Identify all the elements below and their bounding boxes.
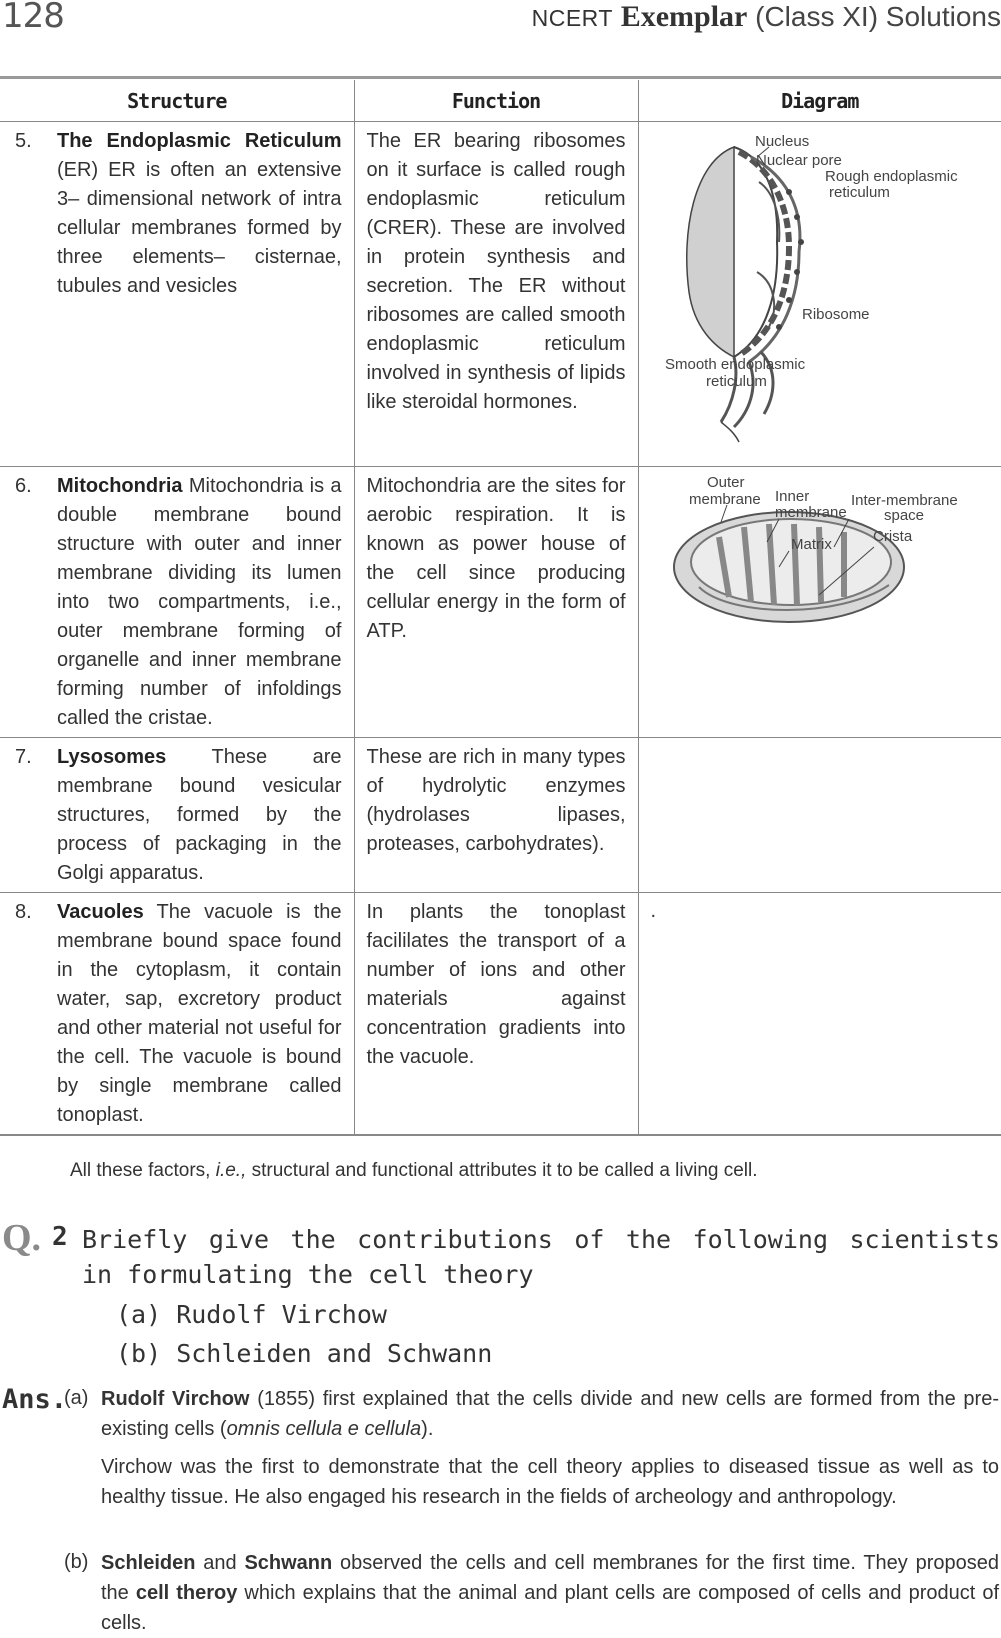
function-cell: These are rich in many types of hydrolytic enzymes (hydrolases lipases, proteases, carbohydrates). <box>354 738 638 893</box>
row-number: 7. <box>15 746 32 768</box>
answer-a-text1: (1855) first explained that the cells divide and new cells are formed from the pre-existing cells ( <box>101 1388 999 1440</box>
mitochondria-illustration <box>674 512 904 622</box>
footnote-italic: i.e., <box>215 1160 247 1181</box>
function-cell: In plants the tonoplast facililates the transport of a number of ions and other materials against concentration gradients into the vacuole. <box>354 893 638 1136</box>
footnote-pre: All these factors, <box>70 1160 216 1181</box>
label-ribosome: Ribosome <box>801 306 870 323</box>
label-smooth-er-2: reticulum <box>705 373 767 390</box>
answer-b-letter: (b) <box>64 1551 89 1573</box>
structure-name: Mitochondria <box>57 475 183 497</box>
structure-text: These are membrane bound vesicular structures, formed by the process of packaging in the Golgi apparatus. <box>57 746 342 884</box>
book-title-part2: Exemplar <box>620 0 748 33</box>
answer-a-italic: omnis cellula e cellula <box>226 1418 422 1440</box>
er-diagram <box>639 122 999 462</box>
table-header-row <box>0 80 1001 122</box>
structure-cell <box>0 122 354 467</box>
diagram-cell <box>638 467 1001 738</box>
table-footnote <box>70 1160 758 1182</box>
diagram-cell <box>638 122 1001 467</box>
row-number: 6. <box>15 475 32 497</box>
diagram-cell <box>638 893 1001 1136</box>
structure-text: The vacuole is the membrane bound space found in the cytoplasm, it contain water, sap, excretory product and other material not useful for the cell. The vacuole is bound by single membrane called tonoplast. <box>57 901 342 1126</box>
answer-b-text1: observed the cells and cell membranes for the first time. They proposed the <box>101 1552 999 1604</box>
question-option-b: (b) Schleiden and Schwann <box>116 1339 493 1368</box>
answer-a-paragraph <box>101 1384 999 1444</box>
table-row <box>0 738 1001 893</box>
structure-cell <box>0 738 354 893</box>
label-rough-er-2: reticulum <box>828 184 890 201</box>
label-matrix: Matrix <box>790 536 832 553</box>
header-rule <box>0 76 1001 79</box>
answer-b-name2: Schwann <box>244 1552 333 1574</box>
page-number: 128 <box>2 0 64 36</box>
label-inner-2: membrane <box>774 504 847 521</box>
structure-text: (ER) ER is often an extensive 3– dimensional network of intra cellular membranes formed by three elements– cisternae, tubules and vesicles <box>57 159 342 297</box>
label-smooth-er-1: Smooth endoplasmic <box>664 356 805 373</box>
er-illustration <box>686 147 803 442</box>
table-row <box>0 467 1001 738</box>
answer-a-paragraph-2: Virchow was the first to demonstrate that the cell theory applies to diseased tissue as well as to healthy tissue. He also engaged his research in the fields of archeology and anthropology. <box>101 1456 999 1508</box>
function-cell: Mitochondria are the sites for aerobic respiration. It is known as power house of the cell since producing cellular energy in the form of ATP. <box>354 467 638 738</box>
function-cell: The ER bearing ribosomes on it surface is called rough endoplasmic reticulum (CRER). These are involved in protein synthesis and secretion. The ER without ribosomes are called smooth endoplasmic reticulum involved in synthesis of lipids like steroidal hormones. <box>354 122 638 467</box>
book-title <box>532 0 1001 34</box>
answer-b-and: and <box>195 1552 245 1574</box>
label-outer-2: membrane <box>688 491 761 508</box>
label-crista: Crista <box>872 528 912 545</box>
label-outer-1: Outer <box>706 474 745 491</box>
label-inter-2: space <box>883 507 924 524</box>
diagram-placeholder: . <box>650 900 657 922</box>
question-mark: Q. <box>2 1217 42 1259</box>
question-number: 2 <box>52 1222 68 1252</box>
table-row <box>0 893 1001 1136</box>
structure-name: Vacuoles <box>57 901 144 923</box>
cell-structures-table <box>0 80 1001 1136</box>
structure-name: The Endoplasmic Reticulum <box>57 130 342 152</box>
structure-cell <box>0 893 354 1136</box>
answer-b-bold: cell theroy <box>135 1582 238 1604</box>
structure-cell <box>0 467 354 738</box>
book-title-part3: (Class XI) Solutions <box>755 1 1001 32</box>
question-text: Briefly give the contributions of the following scientists in formulating the cell theory <box>82 1225 1000 1289</box>
structure-name: Lysosomes <box>57 746 167 768</box>
answer-b-text2: which explains that the animal and plant cells are composed of cells and product of cells. <box>101 1582 1000 1634</box>
answer-a-name: Rudolf Virchow <box>101 1388 250 1410</box>
answer-a-letter: (a) <box>64 1387 89 1409</box>
page-header <box>0 0 1001 40</box>
label-nuclear-pore: Nuclear pore <box>755 152 842 169</box>
label-inner-1: Inner <box>774 488 809 505</box>
book-title-part1: NCERT <box>531 5 613 31</box>
header-diagram: Diagram <box>638 80 1001 122</box>
label-rough-er-1: Rough endoplasmic <box>824 168 958 185</box>
label-inter-1: Inter-membrane <box>850 492 958 509</box>
header-function: Function <box>354 80 638 122</box>
row-number: 5. <box>15 130 32 152</box>
header-structure: Structure <box>0 80 354 122</box>
answer-b-paragraph <box>101 1548 999 1638</box>
row-number: 8. <box>15 901 32 923</box>
label-nucleus: Nucleus <box>754 133 809 150</box>
structure-text: Mitochondria is a double membrane bound structure with outer and inner membrane dividing its lumen into two compartments, i.e., outer membrane forming of organelle and inner membrane forming number of infoldings called the cristae. <box>57 475 342 729</box>
question-option-a: (a) Rudolf Virchow <box>116 1300 387 1329</box>
table-row <box>0 122 1001 467</box>
answer-b-name1: Schleiden <box>101 1552 196 1574</box>
mitochondria-diagram <box>639 467 999 637</box>
diagram-cell <box>638 738 1001 893</box>
answer-a-text2: ). <box>421 1418 434 1440</box>
answer-mark: Ans. <box>2 1384 68 1415</box>
footnote-post: structural and functional attributes it to be called a living cell. <box>246 1160 758 1181</box>
